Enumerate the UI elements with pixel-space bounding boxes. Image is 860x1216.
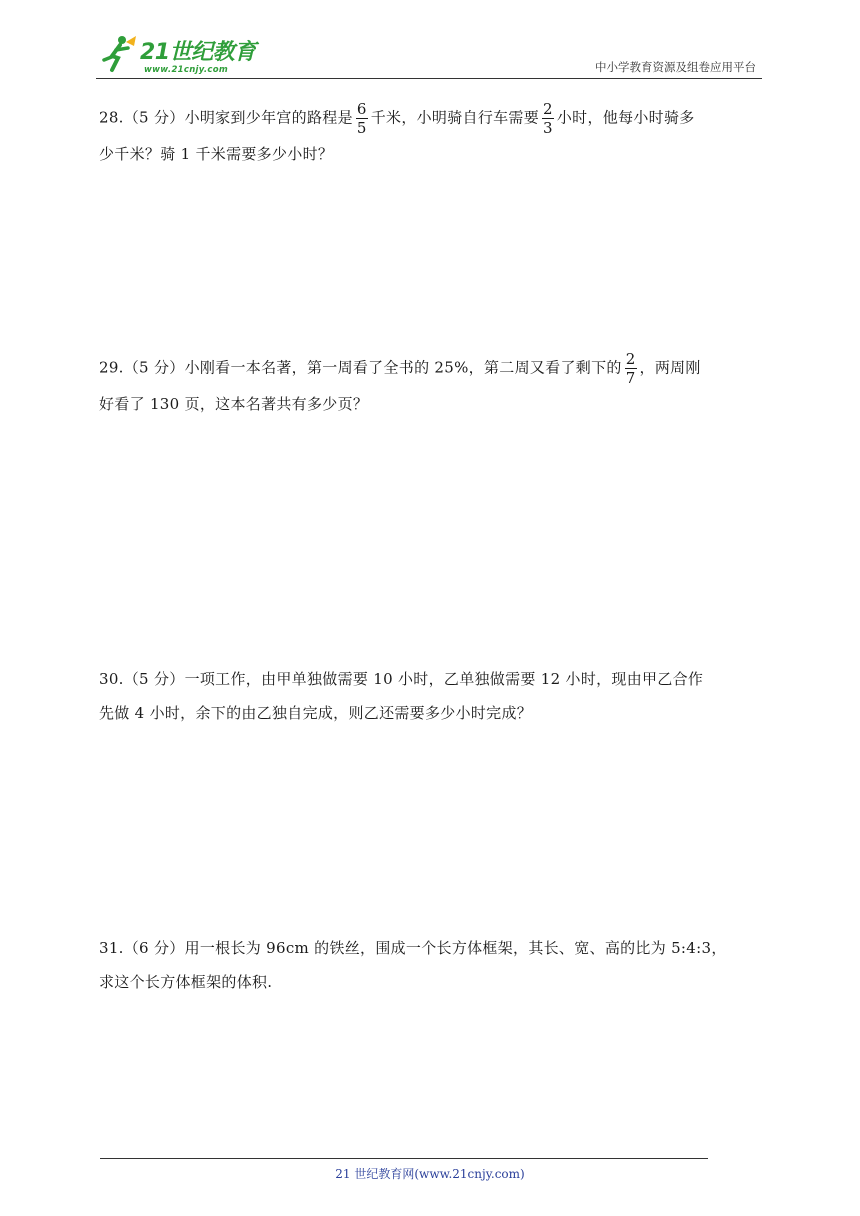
question-31 [99,931,767,999]
question-30 [99,662,767,730]
question-29-line-2: 好看了 130 页，这本名著共有多少页？ [99,395,369,413]
footer-text: 21 世纪教育网(www.21cnjy.com) [335,1167,525,1181]
question-28-line-1 [99,100,767,137]
question-29-text-a: 29.（5 分）小刚看一本名著，第一周看了全书的 25%，第二周又看了剩下的 [99,358,622,377]
question-30-line-2: 先做 4 小时，余下的由乙独自完成，则乙还需要多少小时完成？ [99,704,533,722]
fraction-2-3: $\frac{2}{3}$ [543,100,553,137]
question-30-line-1: 30.（5 分）一项工作，由甲单独做需要 10 小时，乙单独做需要 12 小时，现由甲乙合作 [99,670,704,688]
fraction-6-5: $\frac{6}{5}$ [356,100,367,137]
runner-logo-icon [98,34,138,74]
fraction-2-7: $\frac{2}{7}$ [625,350,636,387]
question-28-text-b: 千米，小明骑自行车需要 [370,108,540,127]
logo-brand-text: 21世纪教育 [140,40,256,65]
platform-name: 中小学教育资源及组卷应用平台 [595,60,756,74]
page-header [96,30,762,79]
logo-url-text: www.21cnjy.com [144,65,228,75]
question-28-text-c: 小时，他每小时骑多 [556,108,695,127]
question-28 [99,100,767,171]
question-28-text-a: 28.（5 分）小明家到少年宫的路程是 [99,108,353,127]
question-29-line-1 [99,350,767,387]
question-28-line-2: 少千米？骑 1 千米需要多少小时？ [99,145,334,163]
site-logo [96,34,266,78]
question-31-line-2: 求这个长方体框架的体积. [99,973,273,991]
question-31-line-1: 31.（6 分）用一根长为 96cm 的铁丝，围成一个长方体框架，其长、宽、高的比为 5:4:3， [99,939,727,957]
question-29-text-b: ，两周刚 [639,358,701,377]
footer-divider [100,1158,708,1159]
question-29 [99,350,767,421]
